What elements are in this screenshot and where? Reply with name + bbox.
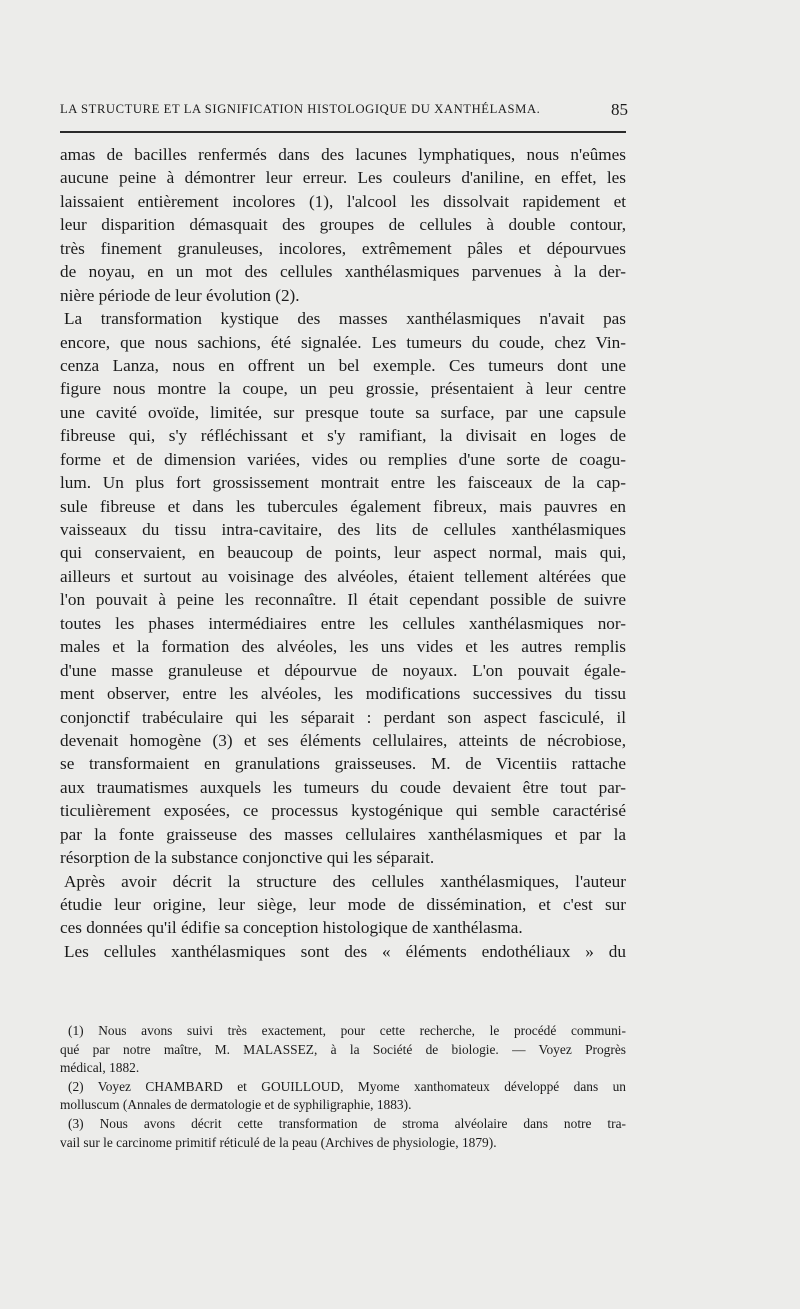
text-line: une cavité ovoïde, limitée, sur presque toute sa surface, par une capsule xyxy=(60,402,626,422)
text-line: ces données qu'il édifie sa conception histologique de xanthélasma. xyxy=(60,918,523,938)
text-line: l'on pouvait à peine les reconnaître. Il était cependant possible de suivre xyxy=(60,590,626,610)
footnote-line: (2) Voyez CHAMBARD et GOUILLOUD, Myome xanthomateux développé dans un xyxy=(68,1078,626,1094)
text-line: ticulièrement exposées, ce processus kystogénique qui semble caractérisé xyxy=(60,801,626,821)
text-line: qui conservaient, en beaucoup de points, leur aspect normal, mais qui, xyxy=(60,543,626,563)
text-line: amas de bacilles renfermés dans des lacunes lymphatiques, nous n'eûmes xyxy=(60,145,626,164)
text-line: Les cellules xanthélasmiques sont des « éléments endothéliaux » du xyxy=(64,941,626,961)
text-line: résorption de la substance conjonctive qui les séparait. xyxy=(60,848,435,868)
text-line: nière période de leur évolution (2). xyxy=(60,285,300,305)
footnote-line: qué par notre maître, M. MALASSEZ, à la Société de biologie. — Voyez Progrès xyxy=(60,1041,626,1057)
text-line: forme et de dimension variées, vides ou remplies d'une sorte de coagu- xyxy=(60,449,626,469)
footnote-line: (1) Nous avons suivi très exactement, pour cette recherche, le procédé communi- xyxy=(68,1023,626,1038)
text-line: males et la formation des alvéoles, les uns vides et les autres remplis xyxy=(60,637,626,657)
running-title: LA STRUCTURE ET LA SIGNIFICATION HISTOLOGIQUE DU XANTHÉLASMA. xyxy=(60,102,541,116)
text-line: Après avoir décrit la structure des cellules xanthélasmiques, l'auteur xyxy=(64,871,626,891)
text-line: fibreuse qui, s'y réfléchissant et s'y ramifiant, la divisait en loges de xyxy=(60,426,626,446)
footnote-line: médical, 1882. xyxy=(60,1060,140,1076)
text-line: La transformation kystique des masses xanthélasmiques n'avait pas xyxy=(64,309,626,329)
text-line: vaisseaux du tissu intra-cavitaire, des lits de cellules xanthélasmiques xyxy=(60,520,626,539)
text-line: aux traumatismes auxquels les tumeurs du coude devaient être tout par- xyxy=(60,777,626,797)
text-line: de noyau, en un mot des cellules xanthélasmiques parvenues à la der- xyxy=(60,262,626,282)
footnote-line: vail sur le carcinome primitif réticulé de la peau (Archives de physiologie, 1879). xyxy=(60,1134,497,1150)
text-line: figure nous montre la coupe, un peu grossie, présentaient à leur centre xyxy=(60,379,626,399)
page-number: 85 xyxy=(611,100,628,119)
text-line: très finement granuleuses, incolores, extrêmement pâles et dépourvues xyxy=(60,238,626,258)
running-head xyxy=(60,102,628,122)
text-line: par la fonte graisseuse des masses cellulaires xanthélasmiques et par la xyxy=(60,824,626,844)
footnote-line: (3) Nous avons décrit cette transformation de stroma alvéolaire dans notre tra- xyxy=(68,1115,626,1131)
text-line: d'une masse granuleuse et dépourvue de noyaux. L'on pouvait égale- xyxy=(60,660,626,680)
footnote-line: molluscum (Annales de dermatologie et de syphiligraphie, 1883). xyxy=(60,1097,412,1113)
text-line: se transformaient en granulations graisseuses. M. de Vicentiis rattache xyxy=(60,754,626,774)
text-line: cenza Lanza, nous en offrent un bel exemple. Ces tumeurs dont une xyxy=(60,355,626,375)
text-line: devenait homogène (3) et ses éléments cellulaires, atteints de nécrobiose, xyxy=(60,730,626,750)
text-line: étudie leur origine, leur siège, leur mode de dissémination, et c'est sur xyxy=(60,895,626,914)
text-line: leur disparition démasquait des groupes de cellules à double contour, xyxy=(60,215,626,235)
text-line: conjonctif trabéculaire qui les séparait : perdant son aspect fasciculé, il xyxy=(60,707,626,727)
text-line: aucune peine à démontrer leur erreur. Les couleurs d'aniline, en effet, les xyxy=(60,168,626,188)
text-line: encore, que nous sachions, été signalée. Les tumeurs du coude, chez Vin- xyxy=(60,332,626,352)
text-line: laissaient entièrement incolores (1), l'alcool les dissolvait rapidement et xyxy=(60,191,626,211)
body-text xyxy=(60,143,626,963)
footnotes xyxy=(60,1022,626,1152)
text-line: toutes les phases intermédiaires entre les cellules xanthélasmiques nor- xyxy=(60,613,626,633)
text-line: ment observer, entre les alvéoles, les modifications successives du tissu xyxy=(60,684,626,704)
text-line: sule fibreuse et dans les tubercules également fibreux, mais pauvres en xyxy=(60,496,626,516)
text-line: lum. Un plus fort grossissement montrait entre les faisceaux de la cap- xyxy=(60,473,626,493)
text-line: ailleurs et surtout au voisinage des alvéoles, étaient tellement altérées que xyxy=(60,566,626,586)
header-rule xyxy=(60,131,626,133)
